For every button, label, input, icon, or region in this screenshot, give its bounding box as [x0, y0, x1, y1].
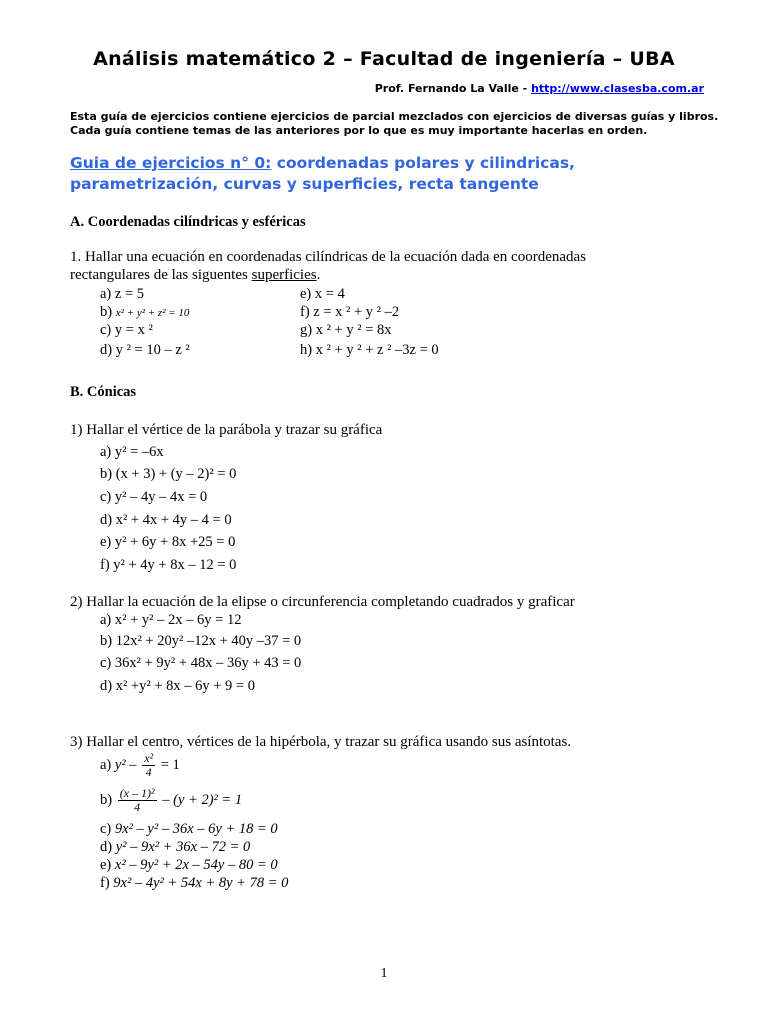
section-b-ex2-title: 2) Hallar la ecuación de la elipse o circunferencia completando cuadrados y graficar	[70, 594, 575, 610]
fraction-denominator: 4	[134, 800, 141, 815]
section-b-ex3-a-fraction	[142, 752, 155, 779]
section-b-ex2-item: a) x² + y² – 2x – 6y = 12	[100, 612, 242, 628]
section-b-ex2-item: b) 12x² + 20y² –12x + 40y –37 = 0	[100, 633, 302, 649]
section-b-ex1-item: a) y² = –6x	[100, 444, 164, 460]
section-b-ex1-title: 1) Hallar el vértice de la parábola y trazar su gráfica	[70, 422, 383, 438]
section-b-ex3-e-eq: x² – 9y² + 2x – 54y – 80 = 0	[114, 857, 278, 873]
section-b-ex3-a-label: a)	[100, 757, 112, 773]
section-b-ex3-b-fraction	[118, 787, 157, 814]
section-b-ex3-a-lhs: y² –	[114, 757, 137, 773]
section-b-ex3-item-b	[100, 786, 242, 814]
section-a-item-c: c) y = x ²	[100, 322, 153, 338]
section-b-ex3-f-eq: 9x² – 4y² + 54x + 8y + 78 = 0	[113, 875, 289, 891]
section-a-item-f: f) z = x ² + y ² –2	[300, 304, 400, 320]
section-b-ex1-item: f) y² + 4y + 8x – 12 = 0	[100, 557, 237, 573]
guide-title	[70, 153, 730, 195]
section-b-ex1-item: c) y² – 4y – 4x = 0	[100, 489, 208, 505]
section-a-item-a: a) z = 5	[100, 286, 145, 302]
intro-line-1: Esta guía de ejercicios contiene ejercicios de parcial mezclados con ejercicios de diversas guías y libros.	[70, 110, 719, 123]
section-b-ex3-item-a	[100, 752, 180, 779]
section-b-ex3-title: 3) Hallar el centro, vértices de la hipérbola, y trazar su gráfica usando sus asíntotas.	[70, 734, 572, 750]
section-a-item-b-eq: x² + y² + z² = 10	[115, 307, 190, 319]
section-b-ex3-d-label: d)	[100, 839, 113, 855]
section-b-ex3-e-label: e)	[100, 857, 112, 873]
section-a-item-h: h) x ² + y ² + z ² –3z = 0	[300, 342, 439, 358]
section-a-ex1-period: .	[316, 267, 321, 283]
section-b-heading: B. Cónicas	[70, 384, 137, 400]
section-b-ex1-item: d) x² + 4x + 4y – 4 = 0	[100, 512, 232, 528]
guide-title-line-1: coordenadas polares y cilindricas,	[271, 154, 575, 172]
section-b-ex3-f-label: f)	[100, 875, 110, 891]
section-b-ex3-b-rhs: – (y + 2)² = 1	[162, 792, 243, 808]
section-a-item-b	[100, 304, 189, 321]
section-b-ex2-item: d) x² +y² + 8x – 6y + 9 = 0	[100, 678, 255, 694]
page-title: Análisis matemático 2 – Facultad de ingeniería – UBA	[93, 48, 675, 70]
section-b-ex3-item-f	[100, 875, 288, 892]
section-b-ex3-a-rhs: = 1	[160, 757, 180, 773]
page-number: 1	[380, 966, 388, 981]
section-b-ex1-item: b) (x + 3) + (y – 2)² = 0	[100, 466, 237, 482]
section-a-ex1-underlined: superficies	[251, 267, 317, 283]
intro-paragraph	[70, 110, 720, 138]
section-a-ex1-line-2	[70, 267, 320, 284]
section-b-ex3-d-eq: y² – 9x² + 36x – 72 = 0	[115, 839, 251, 855]
section-a-item-d: d) y ² = 10 – z ²	[100, 342, 190, 358]
section-b-ex3-item-d	[100, 839, 250, 856]
intro-line-2: Cada guía contiene temas de las anteriores por lo que es muy importante hacerlas en orden.	[70, 124, 648, 137]
guide-label: Guia de ejercicios n° 0:	[70, 154, 272, 172]
author-line	[375, 82, 704, 95]
section-a-item-e: e) x = 4	[300, 286, 345, 302]
section-b-ex3-item-c	[100, 821, 278, 838]
section-b-ex3-c-label: c)	[100, 821, 112, 837]
section-b-ex3-item-e	[100, 857, 278, 874]
section-a-ex1-line-1: 1. Hallar una ecuación en coordenadas cilíndricas de la ecuación dada en coordenadas	[70, 249, 586, 265]
fraction-numerator: x²	[144, 751, 154, 766]
section-a-item-b-label: b)	[100, 304, 113, 320]
section-b-ex3-c-eq: 9x² – y² – 36x – 6y + 18 = 0	[114, 821, 278, 837]
section-a-item-g: g) x ² + y ² = 8x	[300, 322, 392, 338]
website-link[interactable]: http://www.clasesba.com.ar	[531, 82, 704, 95]
section-a-heading: A. Coordenadas cilíndricas y esféricas	[70, 214, 306, 230]
section-b-ex1-item: e) y² + 6y + 8x +25 = 0	[100, 534, 236, 550]
author-name: Prof. Fernando La Valle -	[374, 82, 532, 95]
section-b-ex2-item: c) 36x² + 9y² + 48x – 36y + 43 = 0	[100, 655, 302, 671]
section-a-ex1-text: rectangulares de las siguentes	[70, 267, 252, 283]
section-b-ex3-b-label: b)	[100, 792, 113, 808]
fraction-denominator: 4	[145, 765, 152, 780]
fraction-numerator: (x – 1)²	[119, 786, 155, 801]
guide-title-line-2: parametrización, curvas y superficies, recta tangente	[70, 175, 539, 193]
